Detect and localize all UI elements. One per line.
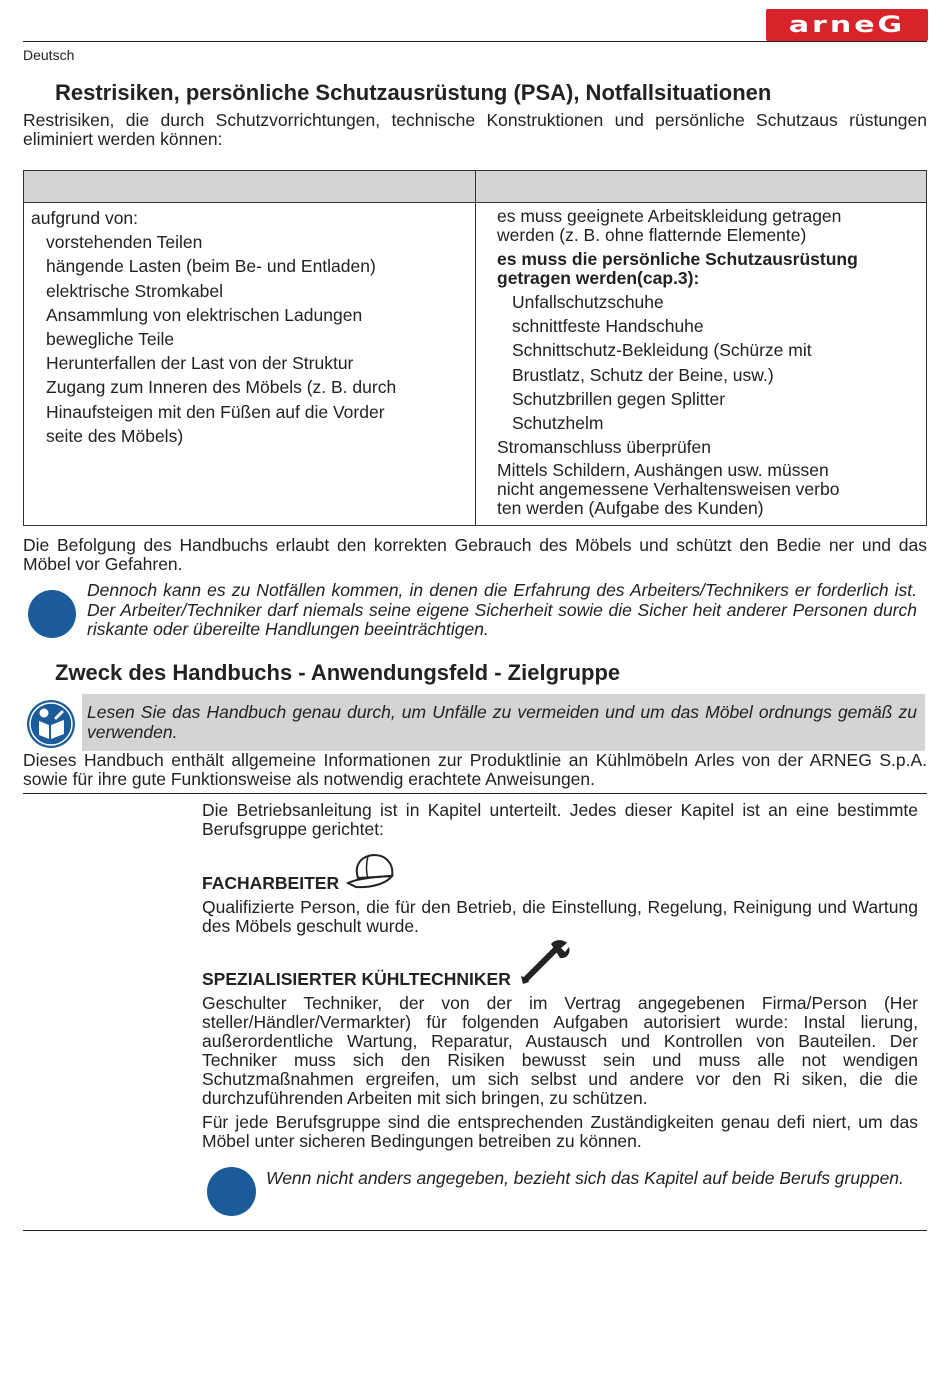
read-manual-icon xyxy=(26,699,76,749)
list-item: Herunterfallen der Last von der Struktur xyxy=(46,353,354,374)
list-item: elektrische Stromkabel xyxy=(46,280,224,301)
wrench-icon xyxy=(519,938,571,986)
list-item: vorstehenden Teilen xyxy=(46,232,203,253)
table-right-cell xyxy=(497,207,858,518)
table-divider xyxy=(475,171,476,525)
psa-item: Schutzhelm xyxy=(512,413,604,434)
header-rule xyxy=(23,41,927,42)
technician-text: Geschulter Techniker, der von der im Vertrag angegebenen Firma/Person (Her steller/Händler/Vermarkter) für folgenden Aufgaben autorisiert wurde: Instal lierung, außerordentliche Wartung, Reparatur, Austausch und Kontrollen von Bauteilen. Der Techniker muss sich den Risiken bewusst sein und muss alle not wendigen Schutzmaßnahmen ergreifen, um sich selbst und andere vor den Ri siken, die die durchzuführenden Arbeiten mit sich bringen, zu schützen. xyxy=(202,993,918,1108)
risks-table xyxy=(23,170,927,526)
section-title-risks: Restrisiken, persönliche Schutzausrüstung (PSA), Notfallsituationen xyxy=(55,80,772,105)
list-item: bewegliche Teile xyxy=(46,329,175,350)
psa-item: schnittfeste Handschuhe xyxy=(512,316,704,337)
emergency-note: Dennoch kann es zu Notfällen kommen, in denen die Erfahrung des Arbeiters/Technikers er forderlich ist. Der Arbeiter/Techniker darf niemals seine eigene Sicherheit sowie die Sicher heit anderer Personen durch riskante oder übereilte Handlungen beeinträchtigen. xyxy=(87,580,917,639)
read-note: Lesen Sie das Handbuch genau durch, um Unfälle zu vermeiden und um das Möbel ordnungs gemäß zu verwenden. xyxy=(87,702,917,742)
worker-text: Qualifizierte Person, die für den Betrieb, die Einstellung, Regelung, Reinigung und Wartung des Möbels geschult wurde. xyxy=(202,897,918,936)
footer-rule xyxy=(23,1230,927,1231)
arneg-logo: arneG xyxy=(766,9,928,41)
cap-icon xyxy=(346,852,398,890)
psa-item: Unfallschutzschuhe xyxy=(512,292,664,312)
section-title-purpose: Zweck des Handbuchs - Anwendungsfeld - Zielgruppe xyxy=(55,660,621,685)
info-dot-icon xyxy=(207,1167,256,1216)
info-dot-icon xyxy=(28,590,76,638)
mid-rule xyxy=(23,793,927,794)
psa-heading: es muss die persönliche Schutzausrüstung xyxy=(497,249,858,269)
technician-label: SPEZIALISIERTER KÜHLTECHNIKER xyxy=(202,969,511,989)
table-left-cell xyxy=(31,206,396,448)
psa-heading: getragen werden(cap.3): xyxy=(497,268,700,288)
psa-item: Schutzbrillen gegen Splitter xyxy=(512,388,726,409)
clothing-line: werden (z. B. ohne flatternde Elemente) xyxy=(497,225,807,245)
risks-intro: Restrisiken, die durch Schutzvorrichtungen, technische Konstruktionen und persönliche Schutzaus rüstungen eliminiert werden können: xyxy=(23,110,927,149)
left-heading: aufgrund von: xyxy=(31,208,139,228)
list-item: Zugang zum Inneren des Möbels (z. B. durch xyxy=(46,377,397,398)
list-item: seite des Möbels) xyxy=(46,425,184,446)
signs-line: Mittels Schildern, Aushängen usw. müssen xyxy=(497,460,829,481)
language-label: Deutsch xyxy=(23,47,75,63)
list-item: Ansammlung von elektrischen Ladungen xyxy=(46,304,363,325)
list-item: hängende Lasten (beim Be- und Entladen) xyxy=(46,256,376,277)
chapter-note: Wenn nicht anders angegeben, bezieht sich das Kapitel auf beide Berufs gruppen. xyxy=(266,1168,904,1188)
chapters-intro: Die Betriebsanleitung ist in Kapitel unterteilt. Jedes dieser Kapitel ist an eine bestimmte Berufsgruppe gerichtet: xyxy=(202,800,918,839)
signs-line: ten werden (Aufgabe des Kunden) xyxy=(497,498,764,519)
clothing-line: es muss geeignete Arbeitskleidung getragen xyxy=(497,206,842,226)
list-item: Hinaufsteigen mit den Füßen auf die Vorder xyxy=(46,401,385,422)
after-table-text: Die Befolgung des Handbuchs erlaubt den korrekten Gebrauch des Möbels und schützt den Bedie ner und das Möbel vor Gefahren. xyxy=(23,535,927,574)
psa-item: Schnittschutz-Bekleidung (Schürze mit xyxy=(512,340,812,361)
general-info: Dieses Handbuch enthält allgemeine Informationen zur Produktlinie an Kühlmöbeln Arles von der ARNEG S.p.A. sowie für ihre gute Funktionsweise als notwendig erachtete Anweisungen. xyxy=(23,750,927,789)
responsibilities-text: Für jede Berufsgruppe sind die entsprechenden Zuständigkeiten genau defi niert, um das Möbel unter sicheren Bedingungen betreiben zu können. xyxy=(202,1112,918,1151)
signs-line: nicht angemessene Verhaltensweisen verbo xyxy=(497,479,840,500)
worker-label: FACHARBEITER xyxy=(202,873,340,893)
psa-item: Brustlatz, Schutz der Beine, usw.) xyxy=(512,364,774,385)
power-check: Stromanschluss überprüfen xyxy=(497,437,711,458)
